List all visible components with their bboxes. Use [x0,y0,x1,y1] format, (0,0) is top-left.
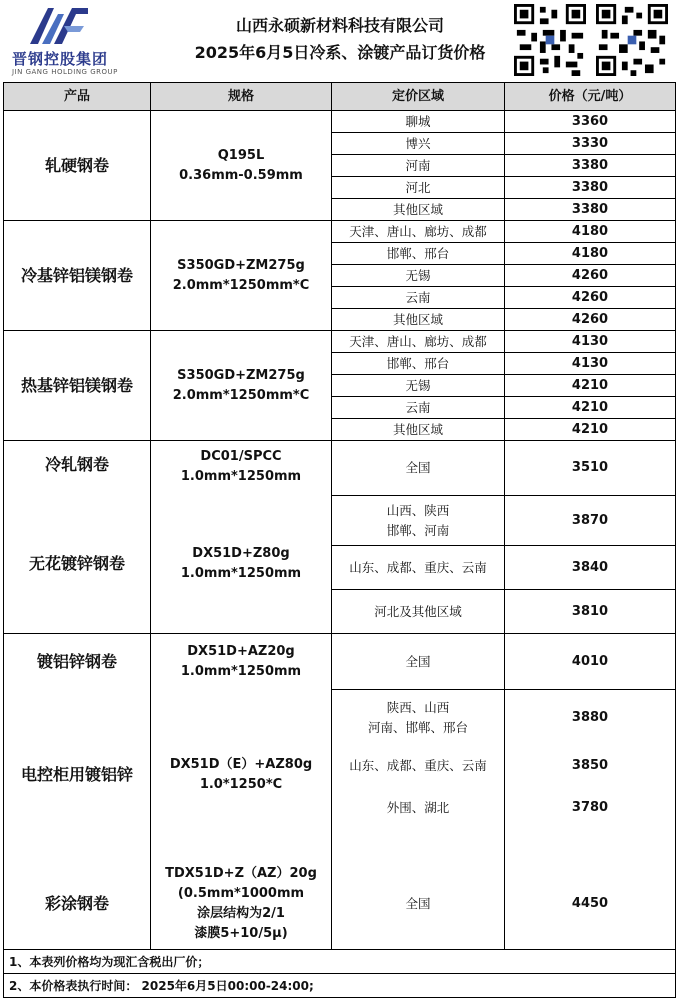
price-cell: 4260 [505,309,676,331]
column-header-spec: 规格 [151,83,332,111]
price-cell: 4260 [505,265,676,287]
price-cell: 3780 [505,786,676,860]
price-cell: 3330 [505,133,676,155]
table-row [4,496,676,546]
price-cell: 3840 [505,546,676,590]
table-row [4,860,676,950]
table-row [4,221,676,243]
note-row [4,950,676,974]
price-cell: 3810 [505,590,676,634]
region-cell: 河北 [332,177,505,199]
price-cell: 3510 [505,441,676,496]
table-header-row [4,83,676,111]
product-spec: Q195L 0.36mm-0.59mm [151,111,332,221]
logo-mark-icon [28,6,90,46]
product-name: 无花镀锌钢卷 [4,496,151,634]
price-cell: 3870 [505,496,676,546]
region-cell: 陕西、山西 河南、邯郸、邢台 [332,690,505,746]
price-cell: 4210 [505,419,676,441]
price-cell: 4180 [505,221,676,243]
product-spec: DX51D（E）+AZ80g 1.0*1250*C [151,690,332,860]
price-cell: 4450 [505,860,676,950]
region-cell: 河北及其他区域 [332,590,505,634]
price-cell: 3380 [505,199,676,221]
product-name: 彩涂钢卷 [4,860,151,950]
region-cell: 全国 [332,441,505,496]
price-cell: 3380 [505,177,676,199]
product-spec: DX51D+Z80g 1.0mm*1250mm [151,496,332,634]
price-cell: 4130 [505,331,676,353]
note-text: 2、本价格表执行时间： 2025年6月5日00:00-24:00; [4,974,676,998]
price-cell: 3380 [505,155,676,177]
region-cell: 邯郸、邢台 [332,243,505,265]
logo-english-text: JIN GANG HOLDING GROUP [12,68,118,76]
qr-code-icon [596,4,668,76]
product-name: 电控柜用镀铝锌 [4,690,151,860]
region-cell: 其他区域 [332,419,505,441]
qr-code-icon [514,4,586,76]
column-header-price: 价格（元/吨） [505,83,676,111]
region-cell: 邯郸、邢台 [332,353,505,375]
column-header-region: 定价区域 [332,83,505,111]
region-cell: 天津、唐山、廊坊、成都 [332,221,505,243]
table-row [4,690,676,746]
price-cell: 3850 [505,746,676,786]
region-cell: 山东、成都、重庆、云南 [332,746,505,786]
table-row [4,111,676,133]
region-cell: 天津、唐山、廊坊、成都 [332,331,505,353]
company-logo [6,4,116,78]
region-cell: 云南 [332,287,505,309]
price-cell: 3880 [505,690,676,746]
price-cell: 4210 [505,397,676,419]
price-cell: 4260 [505,287,676,309]
price-cell: 4010 [505,634,676,690]
product-name: 冷基锌铝镁钢卷 [4,221,151,331]
price-cell: 4130 [505,353,676,375]
note-row [4,974,676,998]
region-cell: 其他区域 [332,199,505,221]
region-cell: 河南 [332,155,505,177]
region-cell: 无锡 [332,375,505,397]
price-cell: 3360 [505,111,676,133]
table-row [4,634,676,690]
region-cell: 博兴 [332,133,505,155]
product-spec: S350GD+ZM275g 2.0mm*1250mm*C [151,331,332,441]
company-name: 山西永硕新材料科技有限公司 [235,16,444,35]
region-cell: 云南 [332,397,505,419]
region-cell: 全国 [332,634,505,690]
region-cell: 聊城 [332,111,505,133]
product-name: 冷轧钢卷 [4,441,151,496]
product-spec: TDX51D+Z（AZ）20g (0.5mm*1000mm 涂层结构为2/1 漆膜5+10/5μ) [151,860,332,950]
price-cell: 4180 [505,243,676,265]
product-name: 热基锌铝镁钢卷 [4,331,151,441]
product-name: 轧硬钢卷 [4,111,151,221]
region-cell: 山西、陕西 邯郸、河南 [332,496,505,546]
column-header-product: 产品 [4,83,151,111]
region-cell: 无锡 [332,265,505,287]
region-cell: 山东、成都、重庆、云南 [332,546,505,590]
product-spec: S350GD+ZM275g 2.0mm*1250mm*C [151,221,332,331]
table-row [4,441,676,496]
product-spec: DX51D+AZ20g 1.0mm*1250mm [151,634,332,690]
price-table [3,82,676,998]
region-cell: 其他区域 [332,309,505,331]
product-name: 镀铝锌钢卷 [4,634,151,690]
price-cell: 4210 [505,375,676,397]
document-header [0,0,677,82]
region-cell: 外围、湖北 [332,786,505,860]
table-row [4,331,676,353]
document-title: 2025年6月5日冷系、涂镀产品订货价格 [194,43,486,62]
logo-chinese-text: 晋钢控股集团 [12,50,109,68]
product-spec: DC01/SPCC 1.0mm*1250mm [151,441,332,496]
region-cell: 全国 [332,860,505,950]
note-text: 1、本表列价格均为现汇含税出厂价； [4,950,676,974]
